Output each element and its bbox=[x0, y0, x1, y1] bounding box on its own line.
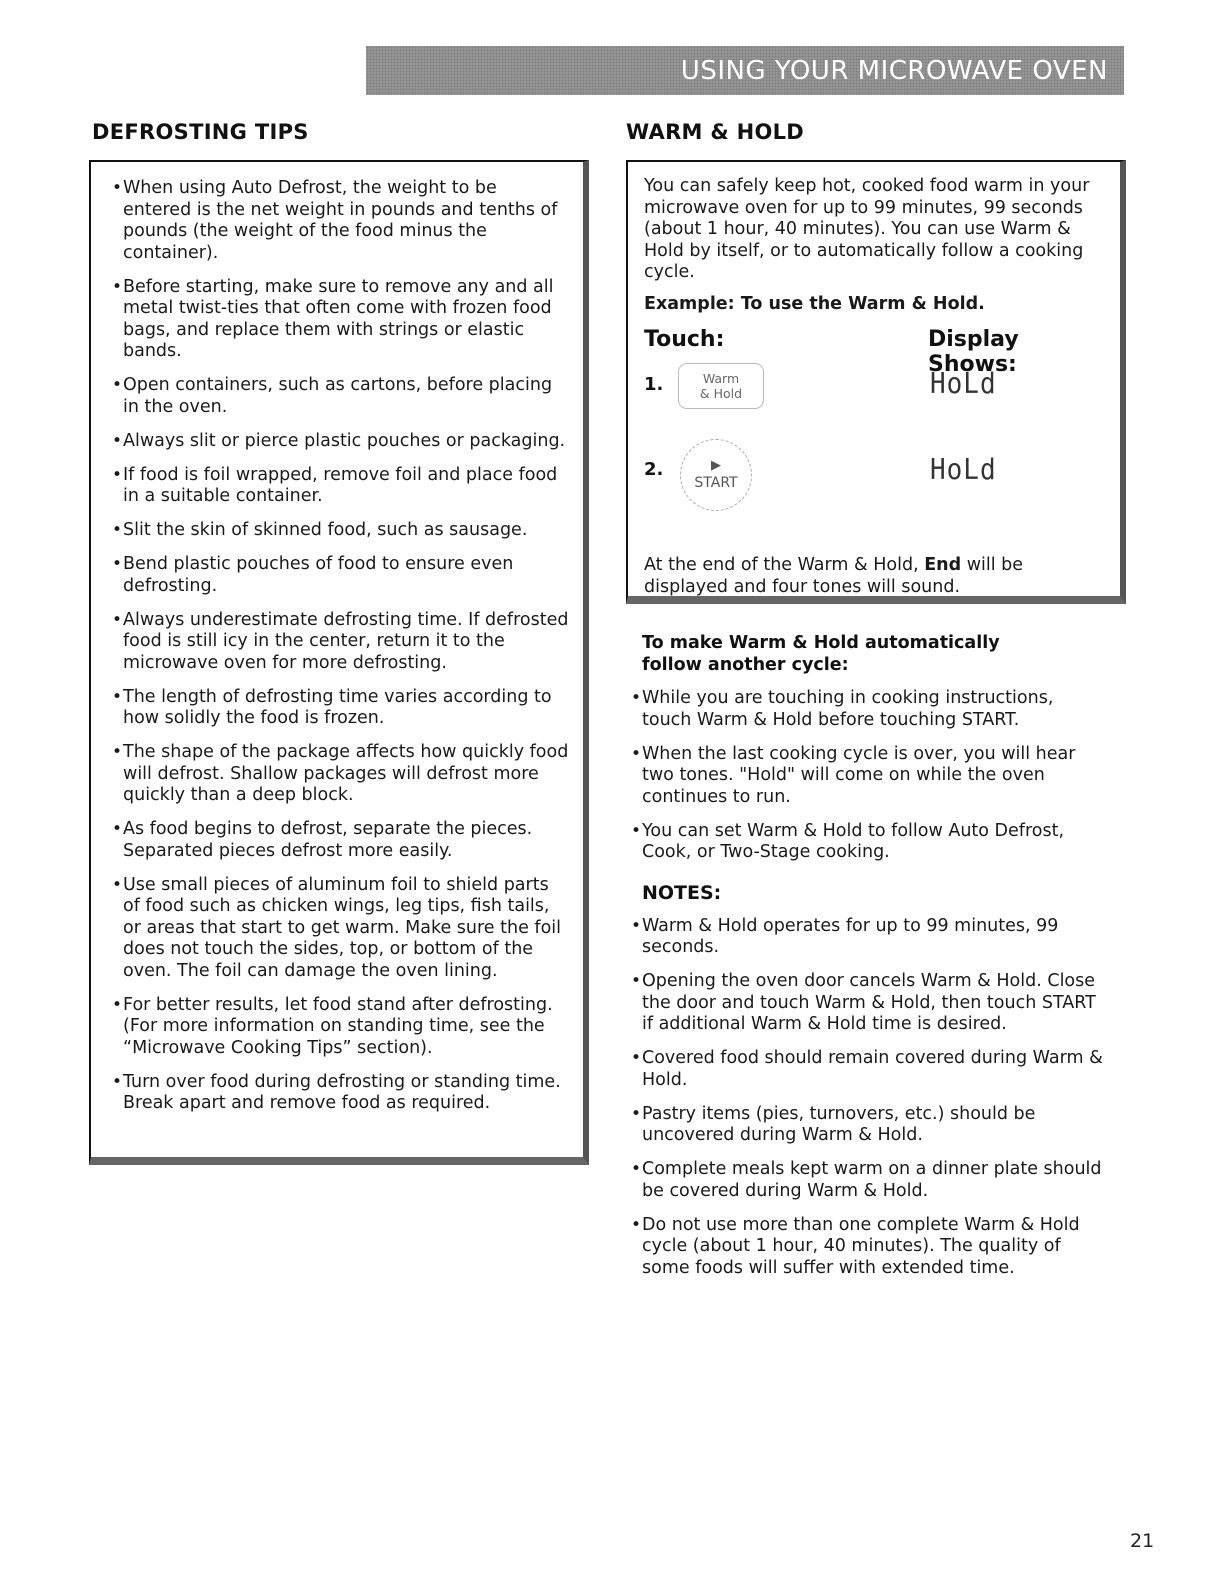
warm-hold-box bbox=[626, 160, 1126, 604]
touch-display-table bbox=[644, 327, 1108, 557]
display-readout: HoLd bbox=[930, 367, 997, 401]
list-item: • Bend plastic pouches of food to ensure even defrosting. bbox=[97, 554, 569, 597]
list-item: • Warm & Hold operates for up to 99 minutes, 99 seconds. bbox=[616, 916, 1106, 959]
example-title: Example: To use the Warm & Hold. bbox=[644, 293, 985, 314]
end-message bbox=[644, 555, 1108, 598]
list-item: • While you are touching in cooking instructions, touch Warm & Hold before touching START. bbox=[616, 688, 1106, 731]
warm-hold-key[interactable] bbox=[678, 363, 764, 409]
list-item: • Complete meals kept warm on a dinner plate should be covered during Warm & Hold. bbox=[616, 1159, 1106, 1202]
list-item: • When using Auto Defrost, the weight to be entered is the net weight in pounds and tenths of pounds (the weight of the food minus the container). bbox=[97, 178, 569, 264]
list-item: • Do not use more than one complete Warm & Hold cycle (about 1 hour, 40 minutes). The quality of some foods will suffer with extended time. bbox=[616, 1215, 1106, 1280]
section-banner bbox=[366, 46, 1124, 95]
notes-heading: NOTES: bbox=[642, 881, 722, 904]
defrosting-tips-heading: DEFROSTING TIPS bbox=[92, 120, 309, 144]
display-column-header: Display Shows: bbox=[928, 327, 1019, 377]
display-readout: HoLd bbox=[930, 453, 997, 487]
list-item: • Open containers, such as cartons, before placing in the oven. bbox=[97, 375, 569, 418]
auto-follow-heading: To make Warm & Hold automatically follow another cycle: bbox=[642, 633, 1000, 675]
list-item: • Opening the oven door cancels Warm & Hold. Close the door and touch Warm & Hold, then touch START if additional Warm & Hold time is desired. bbox=[616, 971, 1106, 1036]
end-message-pre: At the end of the Warm & Hold, bbox=[644, 555, 925, 575]
step-number: 1. bbox=[644, 374, 664, 395]
list-item: • As food begins to defrost, separate the pieces. Separated pieces defrost more easily. bbox=[97, 819, 569, 862]
page-number: 21 bbox=[1130, 1530, 1155, 1552]
list-item: • Use small pieces of aluminum foil to shield parts of food such as chicken wings, leg tips, fish tails, or areas that start to get warm. Make sure the foil does not touch the sides, top, or bottom of the oven. The foil can damage the oven lining. bbox=[97, 875, 569, 983]
list-item: • Covered food should remain covered during Warm & Hold. bbox=[616, 1048, 1106, 1091]
start-key[interactable] bbox=[680, 439, 752, 511]
end-keyword: End bbox=[924, 555, 962, 575]
defrosting-tips-box bbox=[89, 160, 589, 1165]
start-key-label: START bbox=[694, 475, 738, 491]
list-item: • You can set Warm & Hold to follow Auto Defrost, Cook, or Two-Stage cooking. bbox=[616, 821, 1106, 864]
list-item: • Before starting, make sure to remove any and all metal twist-ties that often come with frozen food bags, and replace them with strings or elastic bands. bbox=[97, 277, 569, 363]
warm-hold-key-line1: Warm bbox=[702, 371, 740, 386]
list-item: • The length of defrosting time varies according to how solidly the food is frozen. bbox=[97, 687, 569, 730]
step-number: 2. bbox=[644, 459, 664, 480]
defrosting-tips-list bbox=[97, 178, 569, 1115]
warm-hold-heading: WARM & HOLD bbox=[626, 120, 805, 144]
warm-hold-intro: You can safely keep hot, cooked food warm in your microwave oven for up to 99 minutes, 99 seconds (about 1 hour, 40 minutes). You can use Warm & Hold by itself, or to automatically follow a cooking cycle. bbox=[644, 176, 1090, 282]
list-item: • If food is foil wrapped, remove foil and place food in a suitable container. bbox=[97, 465, 569, 508]
list-item: • Slit the skin of skinned food, such as sausage. bbox=[97, 520, 569, 542]
list-item: • Always slit or pierce plastic pouches or packaging. bbox=[97, 431, 569, 453]
warm-hold-key-line2: & Hold bbox=[699, 386, 743, 401]
auto-follow-section bbox=[616, 633, 1106, 1292]
banner-title: USING YOUR MICROWAVE OVEN bbox=[680, 55, 1108, 86]
list-item: • For better results, let food stand after defrosting. (For more information on standing time, see the “Microwave Cooking Tips” section). bbox=[97, 995, 569, 1060]
play-icon: ▶ bbox=[711, 458, 721, 473]
list-item: • Always underestimate defrosting time. If defrosted food is still icy in the center, return it to the microwave oven for more defrosting. bbox=[97, 610, 569, 675]
touch-column-header: Touch: bbox=[644, 327, 725, 352]
notes-list bbox=[616, 916, 1106, 1280]
list-item: • Pastry items (pies, turnovers, etc.) should be uncovered during Warm & Hold. bbox=[616, 1104, 1106, 1147]
end-message-post: will be displayed and four tones will sound. bbox=[644, 555, 1024, 597]
list-item: • Turn over food during defrosting or standing time. Break apart and remove food as required. bbox=[97, 1072, 569, 1115]
list-item: • The shape of the package affects how quickly food will defrost. Shallow packages will defrost more quickly than a deep block. bbox=[97, 742, 569, 807]
list-item: • When the last cooking cycle is over, you will hear two tones. "Hold" will come on while the oven continues to run. bbox=[616, 744, 1106, 809]
auto-follow-list bbox=[616, 688, 1106, 864]
